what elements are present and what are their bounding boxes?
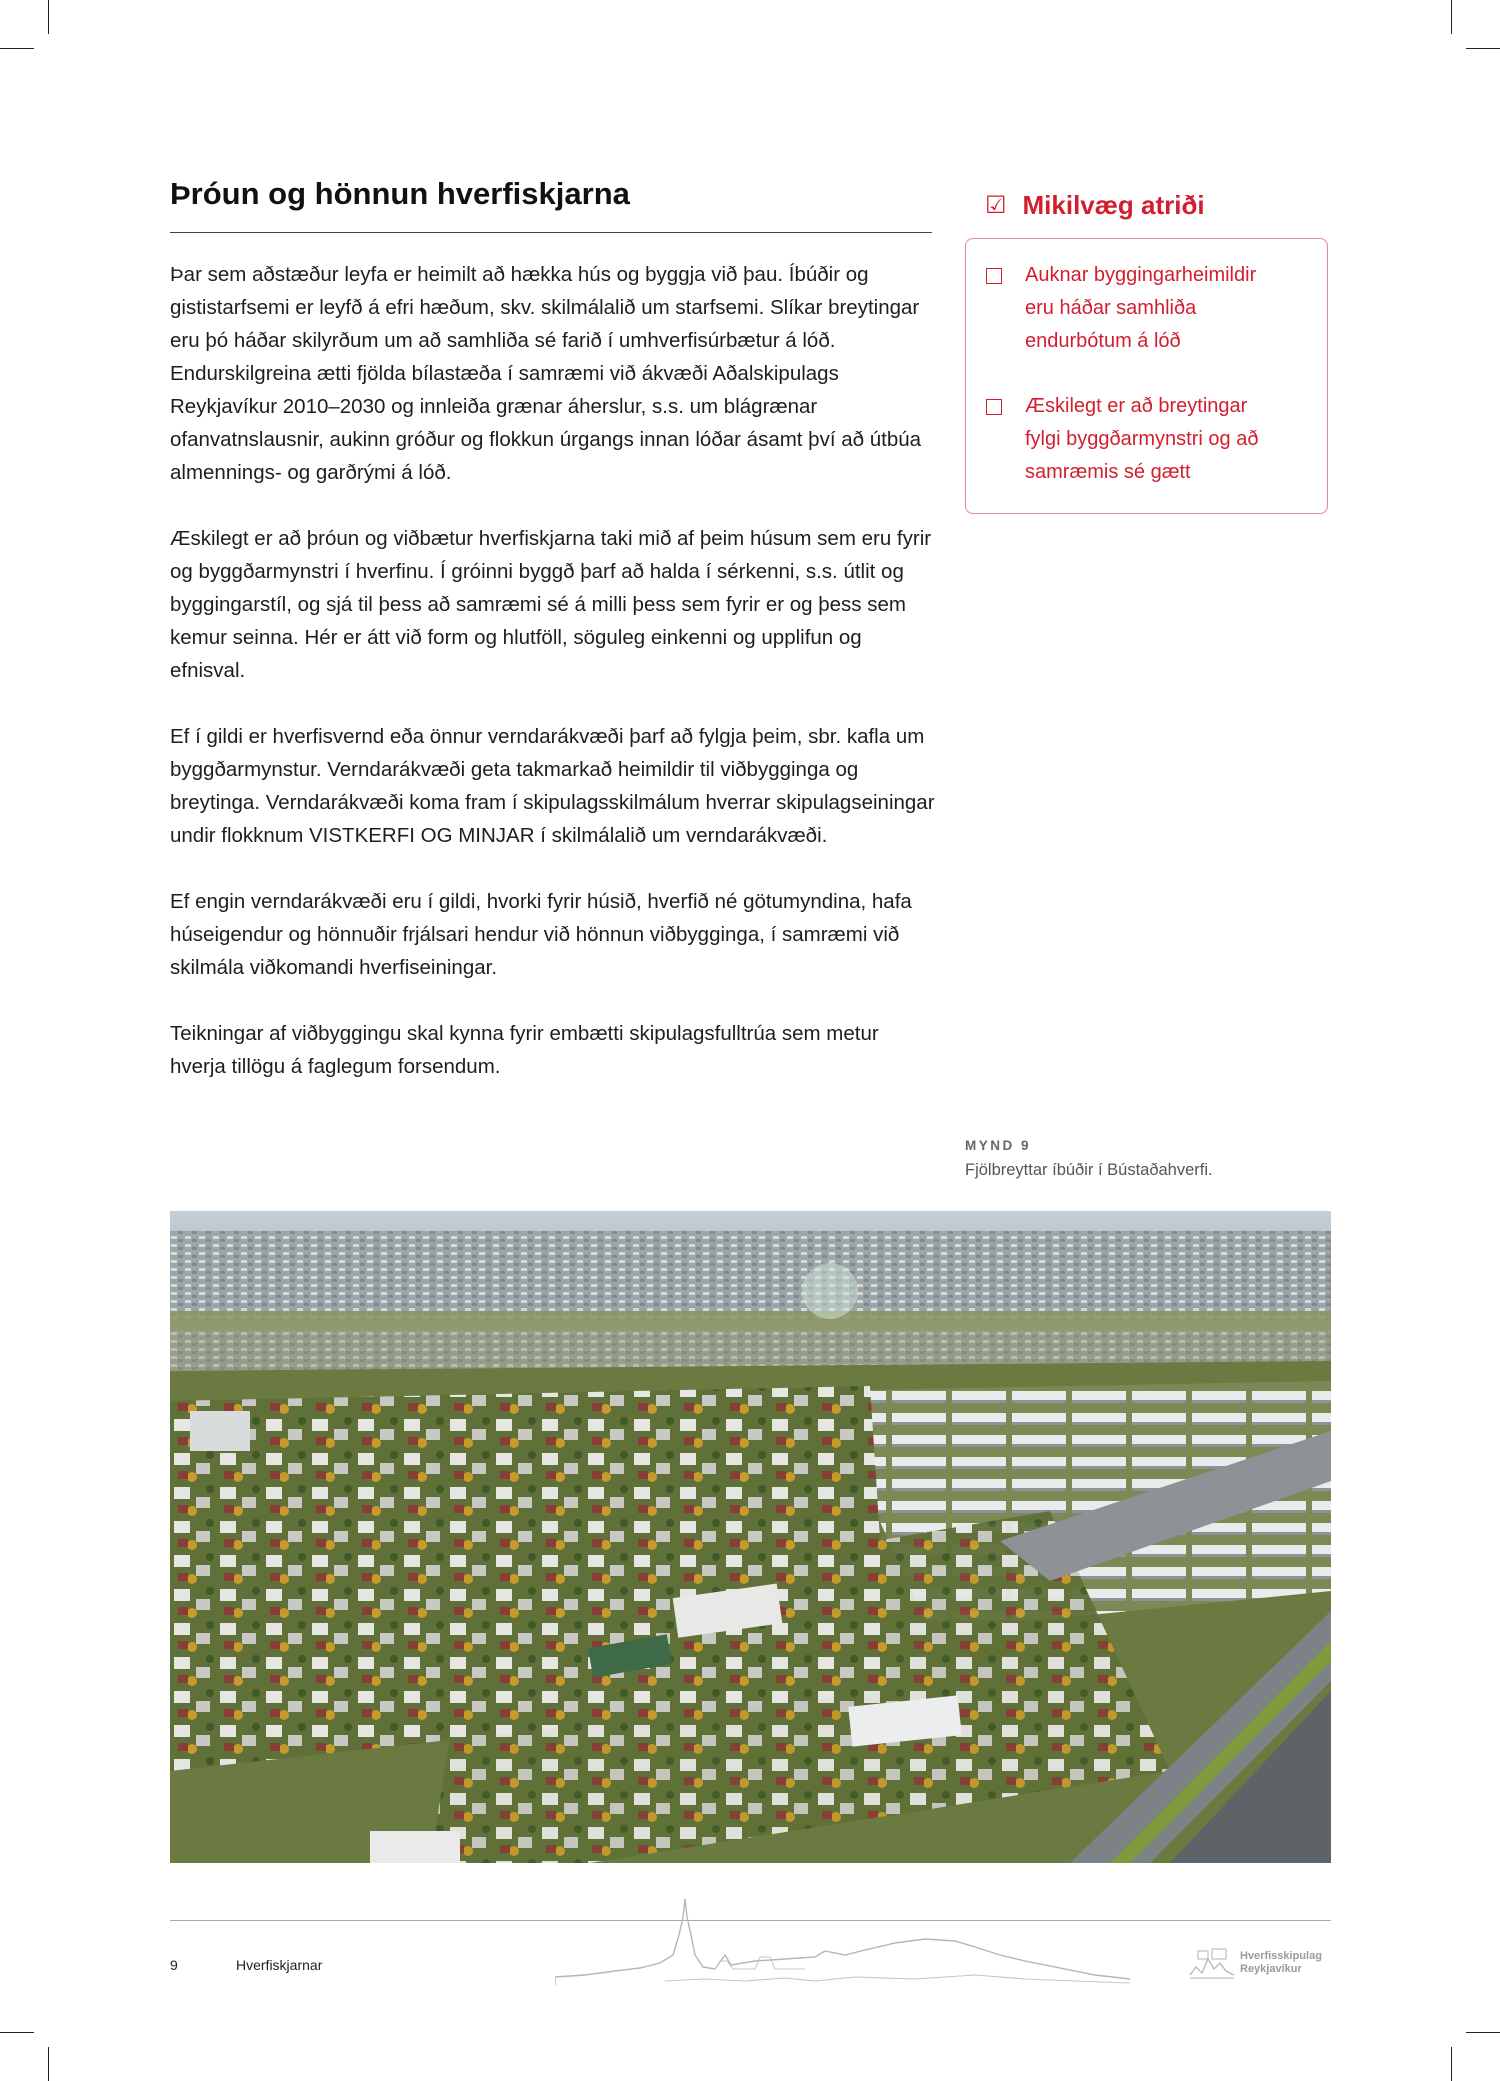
- crop-mark: [0, 48, 34, 49]
- figure-label: MYND 9: [965, 1138, 1032, 1153]
- paragraph: Æskilegt er að þróun og viðbætur hverfiskjarna taki mið af þeim húsum sem eru fyrir og byggðarmynstri í hverfinu. Í gróinni byggð þarf að halda í sérkenni, s.s. útlit og byggingarstíl, og sjá til þess að samræmi sé á milli þess sem fyrir er og þess sem kemur seinna. Hér er átt við form og hlutföll, söguleg einkenni og upplifun og efnisval.: [170, 527, 932, 682]
- crop-mark: [1451, 2047, 1452, 2081]
- checkbox-icon: [986, 268, 1002, 284]
- crop-mark: [48, 2047, 49, 2081]
- crop-mark: [1466, 2032, 1500, 2033]
- key-point-item: [986, 390, 1306, 489]
- skyline-illustration: [555, 1895, 1130, 1990]
- figure-caption: Fjölbreyttar íbúðir í Bústaðahverfi.: [965, 1161, 1213, 1179]
- checked-box-icon: ☑: [985, 192, 1007, 219]
- crop-mark: [0, 2032, 34, 2033]
- footer-section: Hverfiskjarnar: [236, 1957, 323, 1973]
- body-text: [170, 258, 940, 1116]
- key-point-text: Auknar byggingarheimildir eru háðar samhliða endurbótum á lóð: [1025, 264, 1257, 352]
- city-logo-text: Hverfisskipulag Reykjavíkur: [1240, 1950, 1322, 1975]
- city-logo: [1188, 1945, 1322, 1981]
- title-divider: [170, 232, 932, 233]
- crop-mark: [1451, 0, 1452, 34]
- paragraph: Þar sem aðstæður leyfa er heimilt að hækka hús og byggja við þau. Íbúðir og gististarfsemi er leyfð á efri hæðum, skv. skilmálalið um starfsemi. Slíkar breytingar eru þó háðar skilyrðum um að samhliða sé farið í umhverfisúrbætur á lóð. Endurskilgreina ætti fjölda bílastæða í samræmi við ákvæði Aðalskipulags Reykjavíkur 2010–2030 og innleiða grænar áherslur, s.s. um blágrænar ofanvatnslausnir, aukinn gróður og flokkun úrgangs innan lóðar ásamt því að útbúa almennings- og garðrými á lóð.: [170, 263, 922, 484]
- paragraph: Ef í gildi er hverfisvernd eða önnur verndarákvæði þarf að fylgja þeim, sbr. kafla um byggðarmynstur. Verndarákvæði geta takmarkað heimildir til viðbygginga og breytinga. Verndarákvæði koma fram í skipulagsskilmálum hverrar skipulagseiningar undir flokknum VISTKERFI OG MINJAR í skilmálalið um verndarákvæði.: [170, 725, 935, 847]
- paragraph: Ef engin verndarákvæði eru í gildi, hvorki fyrir húsið, hverfið né götumyndina, hafa húseigendur og hönnuðir frjálsari hendur við hönnun viðbygginga, í samræmi við skilmála viðkomandi hverfiseiningar.: [170, 890, 912, 979]
- paragraph: Teikningar af viðbyggingu skal kynna fyrir embætti skipulagsfulltrúa sem metur hverja tillögu á faglegum forsendum.: [170, 1022, 879, 1078]
- key-points-title: Mikilvæg atriði: [1022, 190, 1205, 220]
- key-point-text: Æskilegt er að breytingar fylgi byggðarmynstri og að samræmis sé gætt: [1025, 395, 1259, 483]
- aerial-photo: [170, 1211, 1331, 1863]
- checkbox-icon: [986, 399, 1002, 415]
- key-points-heading: [985, 190, 1205, 221]
- crop-mark: [1466, 48, 1500, 49]
- page-title: Þróun og hönnun hverfiskjarna: [170, 176, 630, 211]
- page-number: 9: [170, 1957, 178, 1973]
- city-logo-icon: [1188, 1945, 1236, 1981]
- key-point-item: [986, 259, 1306, 358]
- key-points-box: [965, 238, 1328, 514]
- crop-mark: [48, 0, 49, 34]
